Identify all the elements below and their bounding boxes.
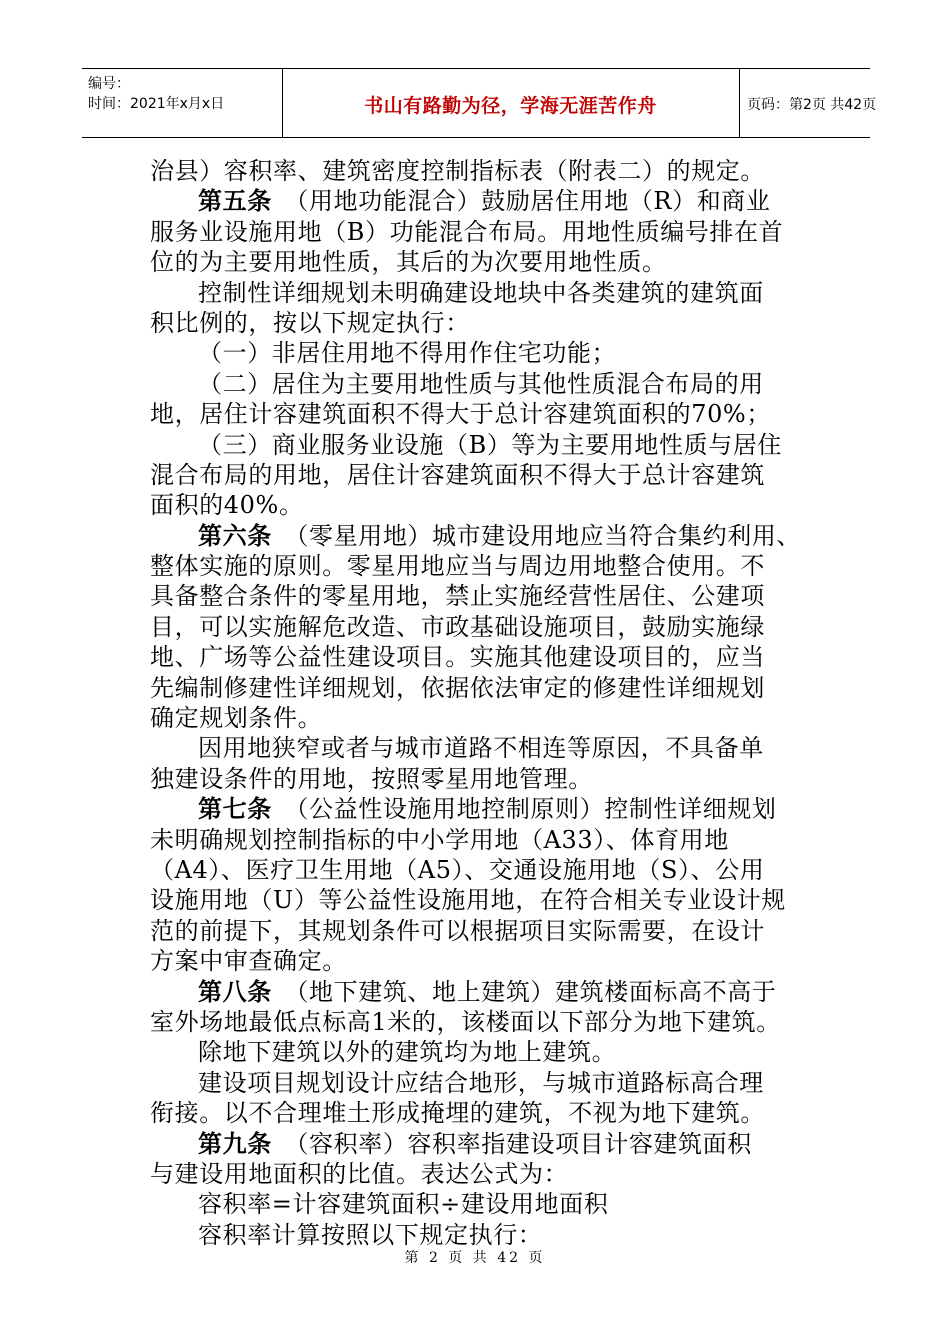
line-text: 与建设用地面积的比值。表达公式为： bbox=[150, 1159, 569, 1188]
paragraph-line bbox=[150, 490, 814, 520]
line-text: 面积的40%。 bbox=[150, 491, 304, 520]
paragraph-line bbox=[150, 1159, 814, 1189]
paragraph-line bbox=[150, 186, 814, 216]
line-text: （A4）、医疗卫生用地（A5）、交通设施用地（S）、公用 bbox=[150, 855, 765, 884]
article-number: 第八条 bbox=[198, 977, 272, 1006]
paragraph-line bbox=[150, 946, 814, 976]
paragraph-line bbox=[150, 1007, 814, 1037]
paragraph-line bbox=[150, 308, 814, 338]
paragraph-line bbox=[150, 460, 814, 490]
paragraph-line bbox=[150, 1129, 814, 1159]
line-text: 除地下建筑以外的建筑均为地上建筑。 bbox=[198, 1038, 617, 1067]
line-text: 因用地狭窄或者与城市道路不相连等原因，不具备单 bbox=[198, 734, 764, 763]
article-number: 第九条 bbox=[198, 1129, 272, 1158]
line-text: 位的为主要用地性质，其后的为次要用地性质。 bbox=[150, 248, 667, 277]
paragraph-line bbox=[150, 764, 814, 794]
paragraph-line bbox=[150, 581, 814, 611]
line-text: 建设项目规划设计应结合地形，与城市道路标高合理 bbox=[198, 1068, 764, 1097]
line-text: （三）商业服务业设施（B）等为主要用地性质与居住 bbox=[198, 430, 783, 459]
line-text: 地，居住计容建筑面积不得大于总计容建筑面积的70%； bbox=[150, 400, 771, 429]
page-footer: 第 2 页 共 42 页 bbox=[404, 1250, 546, 1266]
line-text: 混合布局的用地，居住计容建筑面积不得大于总计容建筑 bbox=[150, 460, 765, 489]
paragraph-line bbox=[150, 1220, 814, 1250]
line-text: （地下建筑、地上建筑）建筑楼面标高不高于 bbox=[296, 977, 777, 1006]
header-motto: 书山有路勤为径，学海无涯苦作舟 bbox=[364, 95, 657, 117]
paragraph-line bbox=[150, 642, 814, 672]
paragraph-line bbox=[150, 430, 814, 460]
header-page-cell bbox=[739, 69, 877, 137]
line-text: 室外场地最低点标高1米的，该楼面以下部分为地下建筑。 bbox=[150, 1007, 781, 1036]
paragraph-line bbox=[150, 247, 814, 277]
paragraph-line bbox=[150, 977, 814, 1007]
line-text: 具备整合条件的零星用地，禁止实施经营性居住、公建项 bbox=[150, 582, 765, 611]
line-text: 衔接。以不合理堆土形成掩埋的建筑，不视为地下建筑。 bbox=[150, 1099, 765, 1128]
line-text: 范的前提下，其规划条件可以根据项目实际需要，在设计 bbox=[150, 916, 765, 945]
paragraph-line bbox=[150, 1189, 814, 1219]
line-text: 整体实施的原则。零星用地应当与周边用地整合使用。不 bbox=[150, 552, 765, 581]
paragraph-line bbox=[150, 794, 814, 824]
paragraph-line bbox=[150, 156, 814, 186]
line-text: 目，可以实施解危改造、市政基础设施项目，鼓励实施绿 bbox=[150, 612, 765, 641]
line-text: 积比例的，按以下规定执行： bbox=[150, 308, 470, 337]
paragraph-line bbox=[150, 369, 814, 399]
line-text: 治县）容积率、建筑密度控制指标表（附表二）的规定。 bbox=[150, 157, 765, 185]
header-meta-cell bbox=[82, 69, 283, 137]
line-text: 独建设条件的用地，按照零星用地管理。 bbox=[150, 764, 593, 793]
line-text: （用地功能混合）鼓励居住用地（R）和商业 bbox=[296, 187, 771, 216]
document-body bbox=[150, 156, 814, 1250]
paragraph-line bbox=[150, 1068, 814, 1098]
paragraph-line bbox=[150, 673, 814, 703]
line-text: （一）非居住用地不得用作住宅功能； bbox=[198, 339, 617, 368]
paragraph-line bbox=[150, 885, 814, 915]
paragraph-line bbox=[150, 521, 814, 551]
line-text: 地、广场等公益性建设项目。实施其他建设项目的，应当 bbox=[150, 643, 765, 672]
line-text: 先编制修建性详细规划，依据依法审定的修建性详细规划 bbox=[150, 673, 765, 702]
paragraph-line bbox=[150, 1037, 814, 1067]
page-header bbox=[82, 68, 877, 138]
paragraph-line bbox=[150, 551, 814, 581]
line-text: 服务业设施用地（B）功能混合布局。用地性质编号排在首 bbox=[150, 217, 784, 246]
paragraph-line bbox=[150, 278, 814, 308]
article-number: 第七条 bbox=[198, 795, 272, 824]
header-page-number: 页码：第2页 共42页 bbox=[747, 97, 877, 113]
document-number-label: 编号： bbox=[88, 76, 130, 92]
paragraph-line bbox=[150, 399, 814, 429]
article-number: 第五条 bbox=[198, 187, 272, 216]
line-text: 设施用地（U）等公益性设施用地，在符合相关专业设计规 bbox=[150, 886, 786, 915]
line-text: 方案中审查确定。 bbox=[150, 947, 347, 976]
article-number: 第六条 bbox=[198, 521, 272, 550]
line-text: （零星用地）城市建设用地应当符合集约利用、 bbox=[296, 521, 802, 550]
line-text: （公益性设施用地控制原则）控制性详细规划 bbox=[296, 795, 777, 824]
line-text: 容积率=计容建筑面积÷建设用地面积 bbox=[198, 1190, 609, 1219]
paragraph-line bbox=[150, 916, 814, 946]
line-text: 确定规划条件。 bbox=[150, 704, 323, 733]
line-text: （二）居住为主要用地性质与其他性质混合布局的用 bbox=[198, 369, 764, 398]
line-text: 未明确规划控制指标的中小学用地（A33）、体育用地 bbox=[150, 825, 729, 854]
paragraph-line bbox=[150, 338, 814, 368]
header-motto-cell bbox=[282, 69, 740, 137]
paragraph-line bbox=[150, 217, 814, 247]
line-text: 控制性详细规划未明确建设地块中各类建筑的建筑面 bbox=[198, 278, 764, 307]
paragraph-line bbox=[150, 612, 814, 642]
line-text: 容积率计算按照以下规定执行： bbox=[198, 1220, 543, 1249]
line-text: （容积率）容积率指建设项目计容建筑面积 bbox=[296, 1129, 752, 1158]
paragraph-line bbox=[150, 703, 814, 733]
paragraph-line bbox=[150, 825, 814, 855]
document-date-label: 时间：2021年x月x日 bbox=[88, 96, 225, 112]
paragraph-line bbox=[150, 855, 814, 885]
paragraph-line bbox=[150, 733, 814, 763]
paragraph-line bbox=[150, 1098, 814, 1128]
